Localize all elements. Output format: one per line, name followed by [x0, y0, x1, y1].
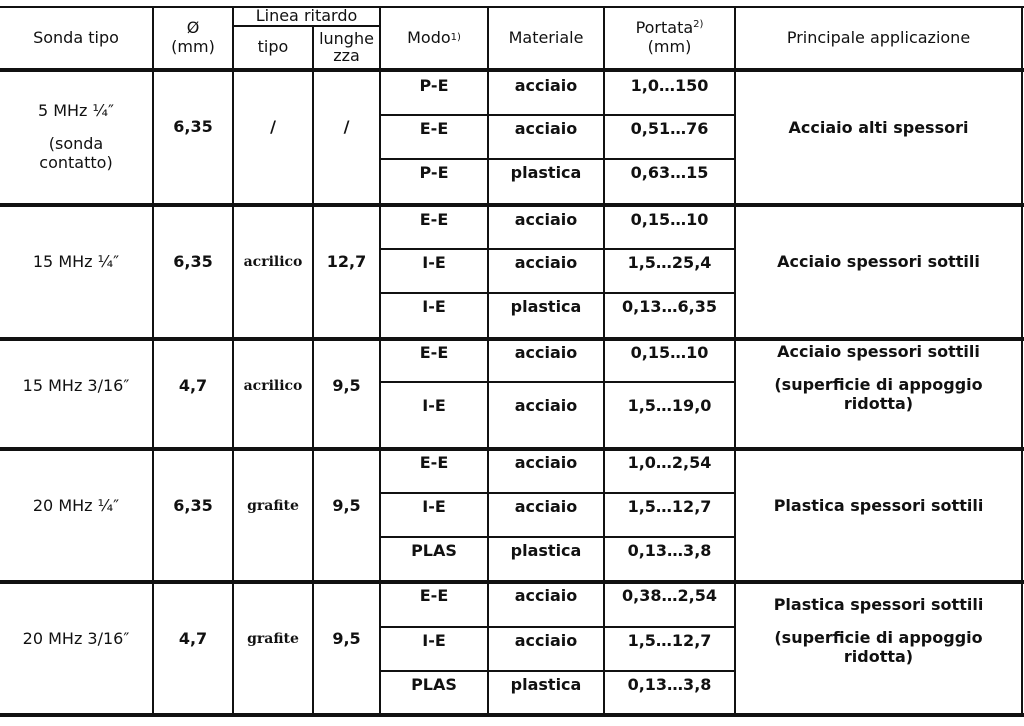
g4-app-text: Plastica spessori sottili: [773, 495, 984, 515]
cell-materiale: acciaio: [514, 75, 578, 95]
g2-r1-modo: [381, 207, 487, 233]
cell-materiale: plastica: [510, 540, 582, 560]
g3-r1-modo: [381, 341, 487, 365]
g2-r3-portata: [605, 294, 734, 320]
header-portata-label: Portata: [635, 18, 694, 38]
cell-materiale: acciaio: [514, 209, 578, 229]
cell-materiale: acciaio: [514, 452, 578, 472]
header-tipo: [234, 27, 312, 68]
g5-r2-materiale: [489, 628, 603, 654]
g5-r3-portata: [605, 672, 734, 698]
g1-r2-materiale: [489, 116, 603, 142]
g2-r3-materiale: [489, 294, 603, 320]
g2-r3-modo: [381, 294, 487, 320]
g5-diam-value: 4,7: [178, 628, 208, 648]
header-diametro: [154, 8, 232, 68]
g5-lunghezza-value: 9,5: [332, 628, 361, 648]
cell-portata: 1,5…12,7: [627, 630, 712, 650]
g1-sonda: [0, 72, 152, 203]
g5-r3-modo: [381, 672, 487, 698]
g2-sonda-name: 15 MHz ¼″: [32, 251, 120, 271]
cell-materiale: plastica: [510, 674, 582, 694]
g1-diametro: [154, 72, 232, 182]
cell-modo: E-E: [419, 452, 449, 472]
header-linea-ritardo: [234, 6, 379, 26]
cell-portata: 0,13…6,35: [622, 296, 717, 316]
g5-r1-portata: [605, 584, 734, 608]
cell-portata: 0,15…10: [630, 209, 709, 229]
header-diam-symbol: Ø: [186, 18, 200, 38]
cell-portata: 0,38…2,54: [622, 585, 717, 605]
g1-r3-modo: [381, 160, 487, 186]
g2-r2-materiale: [489, 250, 603, 276]
g3-r1-materiale: [489, 341, 603, 365]
header-portata-note: 2): [693, 19, 704, 31]
g3-diam-value: 4,7: [178, 375, 208, 395]
g2-lunghezza: [314, 207, 379, 317]
g4-r1-portata: [605, 451, 734, 475]
g5-r2-portata: [605, 628, 734, 654]
g3-r2-modo: [381, 383, 487, 429]
g2-tipo-value: acrilico: [243, 253, 303, 270]
g1-r1-materiale: [489, 72, 603, 100]
header-lunghezza-label: lunghe zza: [319, 28, 374, 65]
g2-diam-value: 6,35: [173, 251, 213, 271]
cell-modo: PLAS: [411, 674, 457, 694]
cell-materiale: acciaio: [514, 496, 578, 516]
g4-r2-materiale: [489, 494, 603, 520]
g1-r3-materiale: [489, 160, 603, 186]
g1-r2-portata: [605, 116, 734, 142]
g1-sonda-name: 5 MHz ¼″: [37, 101, 115, 121]
cell-portata: 1,0…150: [630, 75, 709, 95]
g3-r2-materiale: [489, 383, 603, 429]
g3-applicazione: [736, 341, 1021, 437]
g5-r3-materiale: [489, 672, 603, 698]
cell-portata: 1,0…2,54: [627, 452, 712, 472]
g1-tipo: [234, 72, 312, 182]
g1-r3-portata: [605, 160, 734, 186]
g3-diametro: [154, 341, 232, 431]
cell-modo: E-E: [419, 118, 449, 138]
cell-materiale: plastica: [510, 296, 582, 316]
g4-r1-modo: [381, 451, 487, 475]
cell-portata: 1,5…12,7: [627, 496, 712, 516]
cell-portata: 1,5…19,0: [627, 395, 712, 415]
header-linea-label: Linea ritardo: [255, 5, 358, 25]
g2-diametro: [154, 207, 232, 317]
g4-applicazione: [736, 451, 1021, 561]
g3-sonda-name: 15 MHz 3/16″: [22, 375, 130, 395]
g1-tipo-value: /: [270, 116, 276, 136]
g3-r2-portata: [605, 383, 734, 429]
g2-app-text: Acciaio spessori sottili: [777, 251, 980, 271]
g3-sonda: [0, 341, 152, 431]
g5-r1-materiale: [489, 584, 603, 608]
g5-sonda-name: 20 MHz 3/16″: [22, 628, 130, 648]
g3-r1-portata: [605, 341, 734, 365]
g1-r1-modo: [381, 72, 487, 100]
g4-sonda: [0, 451, 152, 561]
cell-materiale: acciaio: [514, 252, 578, 272]
cell-modo: I-E: [422, 395, 446, 415]
g1-r2-modo: [381, 116, 487, 142]
cell-modo: P-E: [419, 75, 449, 95]
g4-lunghezza-value: 9,5: [332, 495, 361, 515]
cell-portata: 0,63…15: [630, 162, 709, 182]
header-materiale: [489, 8, 603, 68]
cell-modo: P-E: [419, 162, 449, 182]
g4-diam-value: 6,35: [173, 495, 213, 515]
cell-portata: 0,13…3,8: [627, 674, 712, 694]
g4-r2-portata: [605, 494, 734, 520]
cell-materiale: acciaio: [514, 118, 578, 138]
g1-r1-portata: [605, 72, 734, 100]
cell-materiale: acciaio: [514, 342, 578, 362]
g2-applicazione: [736, 207, 1021, 317]
cell-materiale: plastica: [510, 162, 582, 182]
cell-portata: 0,51…76: [630, 118, 709, 138]
g3-app-text: Acciaio spessori sottili: [777, 342, 980, 361]
g5-lunghezza: [314, 584, 379, 694]
g3-lunghezza-value: 9,5: [332, 375, 361, 395]
g3-tipo-value: acrilico: [243, 377, 303, 394]
header-modo-label: Modo: [407, 27, 451, 47]
header-applicazione: [736, 8, 1021, 68]
g5-diametro: [154, 584, 232, 694]
cell-portata: 1,5…25,4: [627, 252, 712, 272]
cell-portata: 0,15…10: [630, 342, 709, 362]
g1-lunghezza: [314, 72, 379, 182]
g4-r3-modo: [381, 538, 487, 564]
header-tipo-label: tipo: [257, 37, 289, 57]
cell-modo: I-E: [422, 296, 446, 316]
header-sonda-label: Sonda tipo: [33, 27, 119, 47]
header-lunghezza: [314, 27, 379, 68]
g5-tipo-value: grafite: [247, 630, 299, 647]
g4-r3-materiale: [489, 538, 603, 564]
cell-modo: I-E: [422, 630, 446, 650]
g4-diametro: [154, 451, 232, 561]
g3-tipo: [234, 341, 312, 431]
header-portata: [605, 8, 734, 68]
header-portata-unit: (mm): [647, 37, 692, 56]
g5-r1-modo: [381, 584, 487, 608]
g2-sonda: [0, 207, 152, 317]
col-line: [1021, 6, 1023, 716]
g2-r1-portata: [605, 207, 734, 233]
cell-materiale: acciaio: [514, 585, 578, 605]
header-materiale-label: Materiale: [508, 27, 584, 47]
cell-materiale: acciaio: [514, 630, 578, 650]
g4-sonda-name: 20 MHz ¼″: [32, 495, 120, 515]
g1-app-text: Acciaio alti spessori: [788, 117, 969, 137]
g4-r1-materiale: [489, 451, 603, 475]
cell-modo: E-E: [419, 585, 449, 605]
g4-tipo-value: grafite: [247, 497, 299, 514]
g1-diam-value: 6,35: [173, 116, 213, 136]
g1-lunghezza-value: /: [343, 116, 350, 136]
g5-sonda: [0, 584, 152, 694]
g2-r2-portata: [605, 250, 734, 276]
g1-applicazione: [736, 72, 1021, 184]
cell-modo: E-E: [419, 342, 449, 362]
cell-portata: 0,13…3,8: [627, 540, 712, 560]
header-diam-unit: (mm): [171, 37, 215, 56]
cell-modo: I-E: [422, 496, 446, 516]
cell-modo: PLAS: [411, 540, 457, 560]
g2-r1-materiale: [489, 207, 603, 233]
g4-tipo: [234, 451, 312, 561]
g2-r2-modo: [381, 250, 487, 276]
g2-tipo: [234, 207, 312, 317]
cell-modo: I-E: [422, 252, 446, 272]
g3-lunghezza: [314, 341, 379, 431]
g2-lunghezza-value: 12,7: [326, 251, 367, 271]
g4-r2-modo: [381, 494, 487, 520]
g5-tipo: [234, 584, 312, 694]
cell-modo: E-E: [419, 209, 449, 229]
g5-app-text: Plastica spessori sottili: [773, 595, 984, 614]
g4-r3-portata: [605, 538, 734, 564]
header-sonda-tipo: [0, 8, 152, 68]
header-modo-note: 1): [450, 32, 461, 44]
g1-sonda-note: (sonda contatto): [39, 134, 113, 172]
g4-lunghezza: [314, 451, 379, 561]
g5-applicazione: [736, 584, 1021, 713]
g5-r2-modo: [381, 628, 487, 654]
header-modo: [381, 8, 487, 68]
g3-app-note: (superficie di appoggio ridotta): [774, 374, 983, 413]
cell-materiale: acciaio: [514, 395, 578, 415]
header-applicazione-label: Principale applicazione: [786, 27, 971, 47]
g5-app-note: (superficie di appoggio ridotta): [774, 627, 983, 666]
